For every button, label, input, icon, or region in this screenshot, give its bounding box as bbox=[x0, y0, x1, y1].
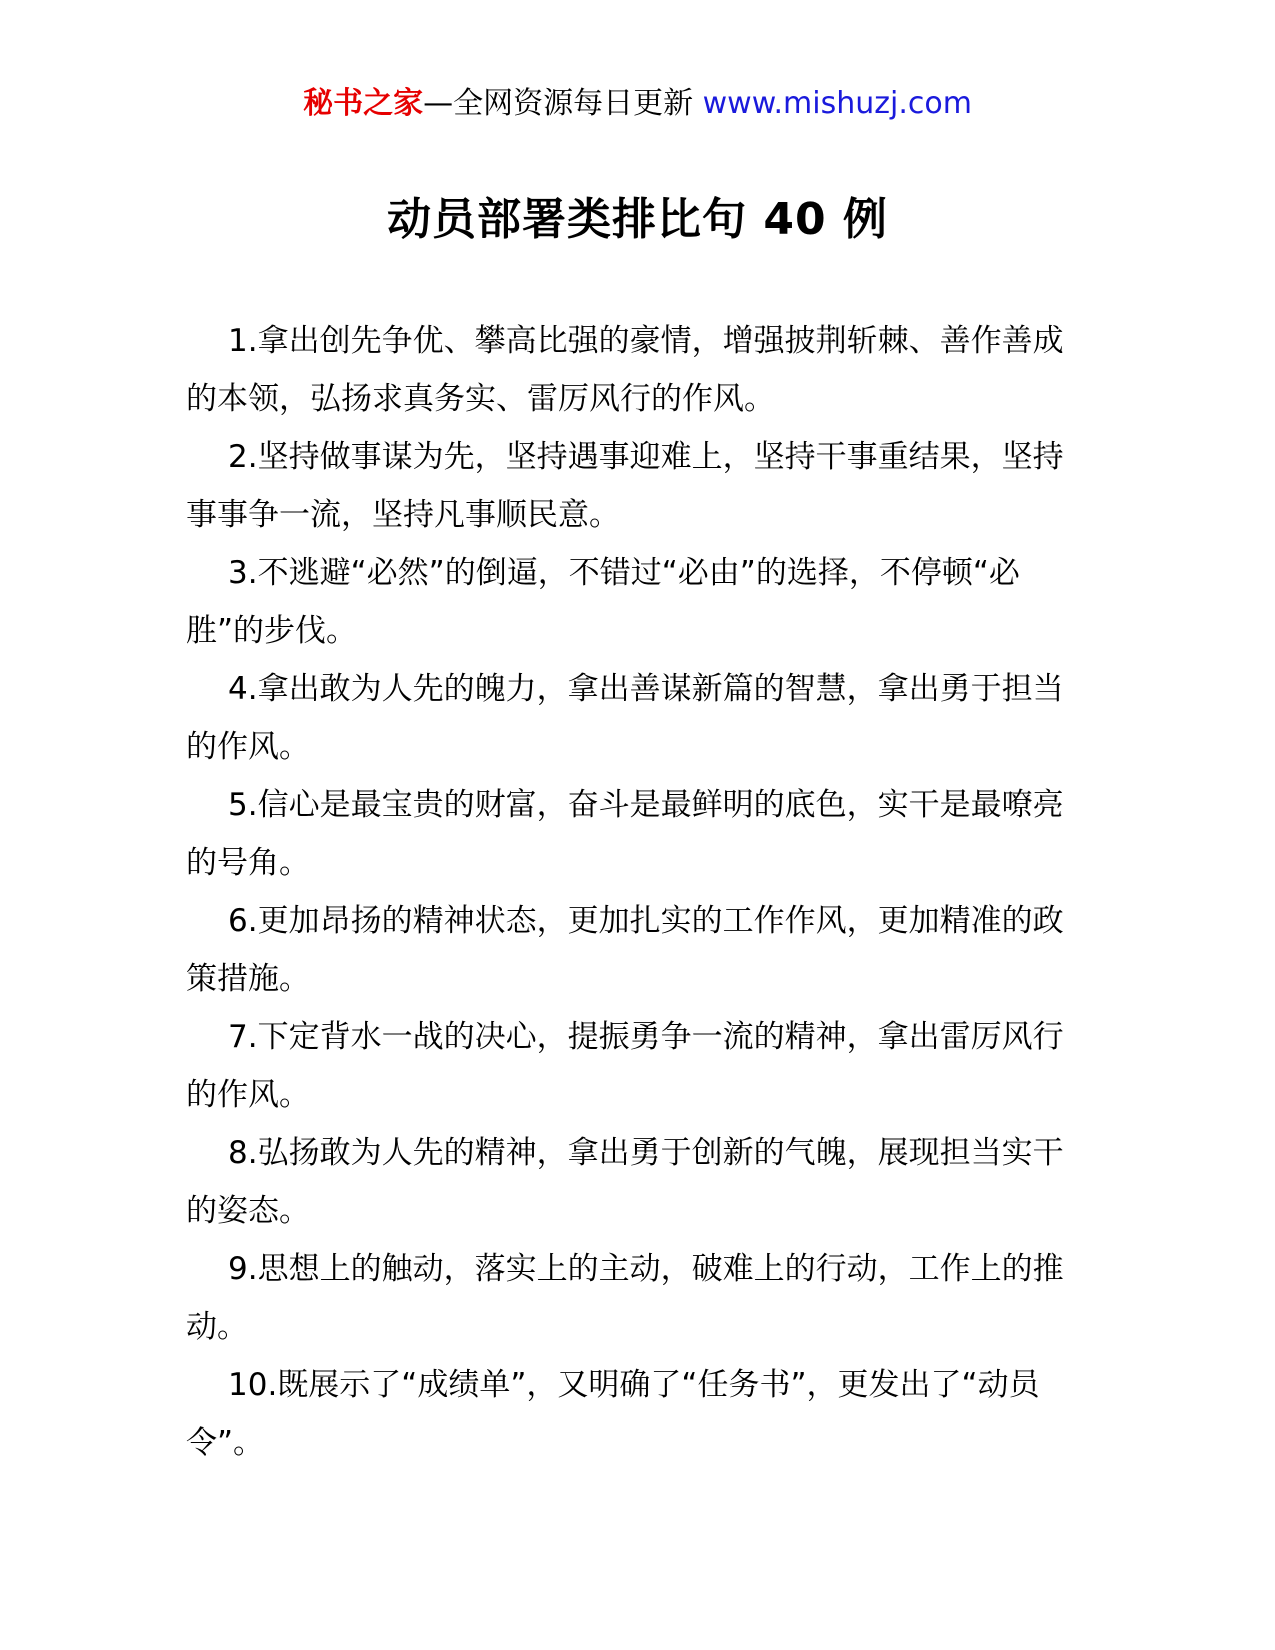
list-item: 6.更加昂扬的精神状态，更加扎实的工作作风，更加精准的政策措施。 bbox=[186, 903, 1064, 997]
site-url-link[interactable]: www.mishuzj.com bbox=[702, 86, 972, 121]
site-header bbox=[0, 84, 1275, 124]
list-item: 1.拿出创先争优、攀高比强的豪情，增强披荆斩棘、善作善成的本领，弘扬求真务实、雷厉风行的作风。 bbox=[186, 323, 1064, 417]
list-item: 5.信心是最宝贵的财富，奋斗是最鲜明的底色，实干是最嘹亮的号角。 bbox=[186, 787, 1064, 881]
list-item: 4.拿出敢为人先的魄力，拿出善谋新篇的智慧，拿出勇于担当的作风。 bbox=[186, 671, 1064, 765]
header-tagline: —全网资源每日更新 bbox=[423, 86, 703, 121]
document-body bbox=[186, 312, 1086, 1472]
list-item: 3.不逃避“必然”的倒逼，不错过“必由”的选择，不停顿“必胜”的步伐。 bbox=[186, 555, 1020, 649]
brand-name: 秘书之家 bbox=[303, 86, 424, 121]
document-title: 动员部署类排比句 40 例 bbox=[387, 194, 888, 245]
list-item: 10.既展示了“成绩单”，又明确了“任务书”，更发出了“动员令”。 bbox=[186, 1367, 1040, 1461]
list-item: 9.思想上的触动，落实上的主动，破难上的行动，工作上的推动。 bbox=[186, 1251, 1064, 1345]
list-item: 2.坚持做事谋为先，坚持遇事迎难上，坚持干事重结果，坚持事事争一流，坚持凡事顺民意。 bbox=[186, 439, 1064, 533]
list-item: 7.下定背水一战的决心，提振勇争一流的精神，拿出雷厉风行的作风。 bbox=[186, 1019, 1064, 1113]
list-item: 8.弘扬敢为人先的精神，拿出勇于创新的气魄，展现担当实干的姿态。 bbox=[186, 1135, 1064, 1229]
